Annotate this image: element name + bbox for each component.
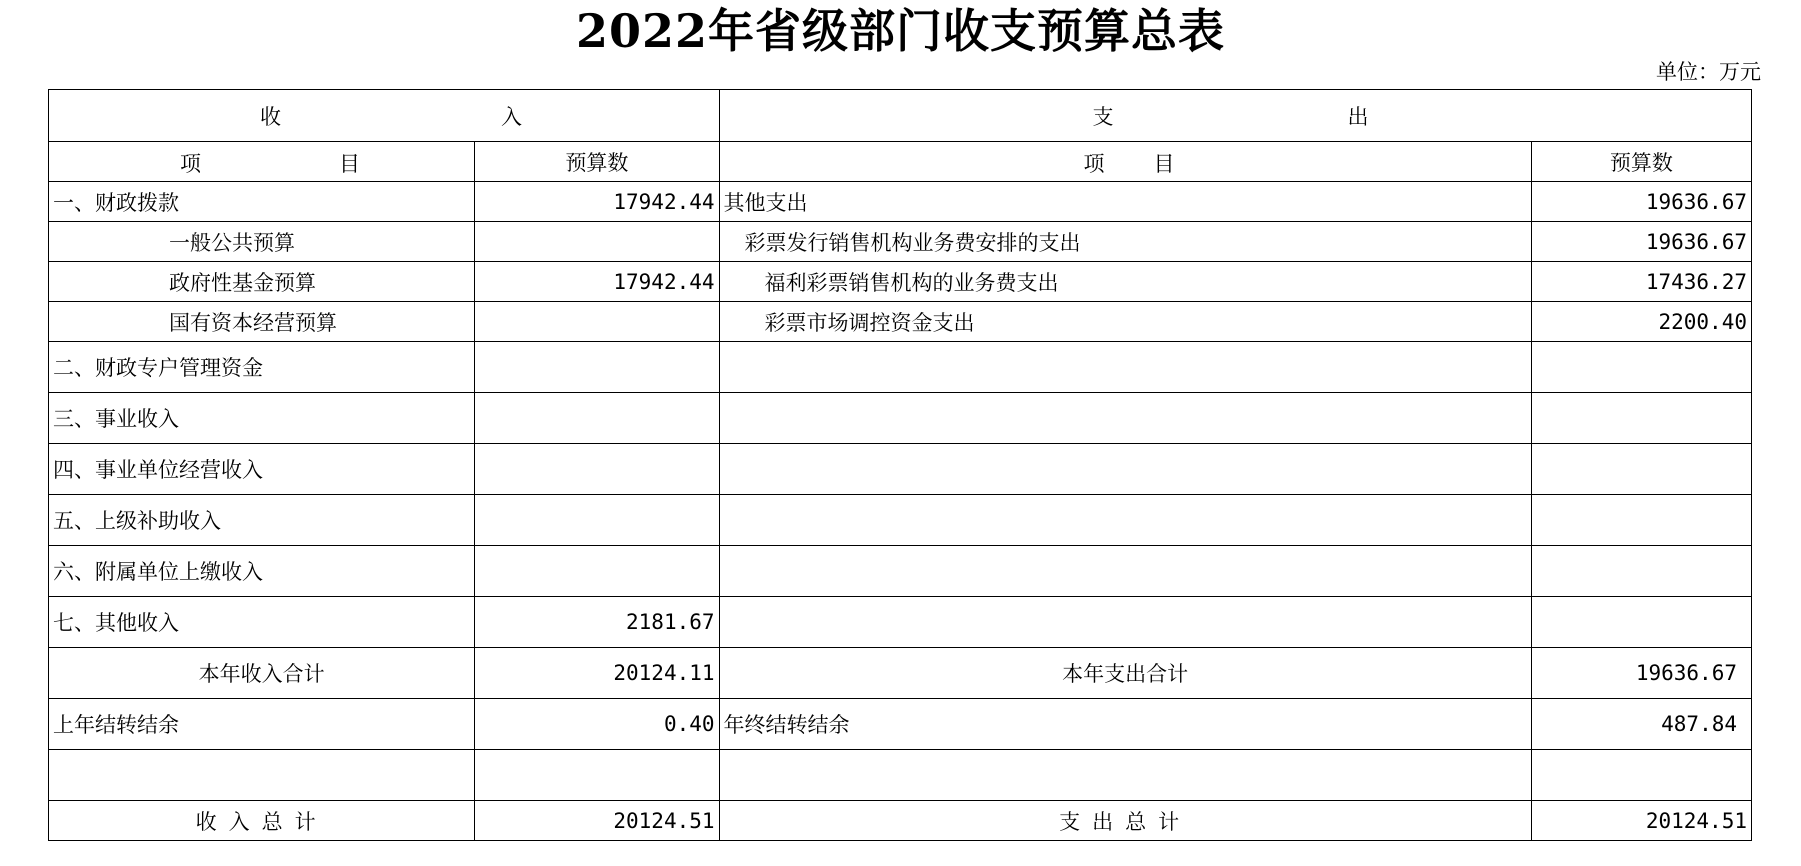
income-header-char-2: 入 — [501, 104, 522, 129]
expense-subtotal-label: 本年支出合计 — [719, 648, 1531, 699]
total-row — [49, 801, 1752, 841]
expense-header-char-2: 出 — [1347, 104, 1369, 129]
income-item — [49, 750, 475, 801]
income-amount — [475, 750, 719, 801]
income-amount — [475, 302, 719, 342]
income-amount — [475, 546, 719, 597]
table-row — [49, 546, 1752, 597]
expense-amount — [1531, 444, 1751, 495]
expense-item — [719, 444, 1531, 495]
expense-item — [719, 342, 1531, 393]
income-amount — [475, 495, 719, 546]
expense-subtotal-amount: 19636.67 — [1531, 648, 1751, 699]
table-row — [49, 495, 1752, 546]
expense-item: 福利彩票销售机构的业务费支出 — [719, 262, 1531, 302]
income-item: 二、财政专户管理资金 — [49, 342, 475, 393]
income-item: 四、事业单位经营收入 — [49, 444, 475, 495]
table-row — [49, 342, 1752, 393]
header-row-columns — [49, 142, 1752, 182]
carryover-row — [49, 699, 1752, 750]
expense-item: 彩票市场调控资金支出 — [719, 302, 1531, 342]
income-carryover-label: 上年结转结余 — [49, 699, 475, 750]
expense-item: 其他支出 — [719, 182, 1531, 222]
expense-amount — [1531, 342, 1751, 393]
table-row — [49, 222, 1752, 262]
table-row — [49, 597, 1752, 648]
table-row — [49, 262, 1752, 302]
header-row-sections — [49, 90, 1752, 142]
expense-item — [719, 495, 1531, 546]
table-row — [49, 444, 1752, 495]
income-item-header-char-1: 项 — [180, 151, 201, 176]
expense-item — [719, 597, 1531, 648]
expense-total-label: 支出总计 — [719, 801, 1531, 841]
income-item: 五、上级补助收入 — [49, 495, 475, 546]
expense-item-header — [719, 142, 1531, 182]
expense-carryover-label: 年终结转结余 — [719, 699, 1531, 750]
expense-item-header-char-2: 目 — [1153, 151, 1175, 176]
income-amount — [475, 393, 719, 444]
income-item: 三、事业收入 — [49, 393, 475, 444]
unit-label: 单位：万元 — [1656, 60, 1761, 84]
income-subtotal-amount: 20124.11 — [475, 648, 719, 699]
income-item-header-char-2: 目 — [339, 151, 360, 176]
income-item-header — [49, 142, 475, 182]
expense-item — [719, 393, 1531, 444]
expense-item — [719, 546, 1531, 597]
table-row-empty — [49, 750, 1752, 801]
income-item: 七、其他收入 — [49, 597, 475, 648]
expense-amount: 19636.67 — [1531, 222, 1751, 262]
expense-amount: 2200.40 — [1531, 302, 1751, 342]
income-item: 一般公共预算 — [49, 222, 475, 262]
income-section-header — [49, 90, 720, 142]
income-total-label: 收入总计 — [49, 801, 475, 841]
income-budget-header: 预算数 — [475, 142, 719, 182]
expense-item-header-char-1: 项 — [1083, 151, 1105, 176]
subtotal-row — [49, 648, 1752, 699]
expense-budget-header: 预算数 — [1531, 142, 1751, 182]
income-total-amount: 20124.51 — [475, 801, 719, 841]
income-item: 政府性基金预算 — [49, 262, 475, 302]
expense-amount: 17436.27 — [1531, 262, 1751, 302]
income-carryover-amount: 0.40 — [475, 699, 719, 750]
income-subtotal-label: 本年收入合计 — [49, 648, 475, 699]
expense-item — [719, 750, 1531, 801]
expense-item: 彩票发行销售机构业务费安排的支出 — [719, 222, 1531, 262]
income-amount: 2181.67 — [475, 597, 719, 648]
income-item: 六、附属单位上缴收入 — [49, 546, 475, 597]
table-row — [49, 393, 1752, 444]
expense-amount — [1531, 597, 1751, 648]
income-amount — [475, 222, 719, 262]
income-amount: 17942.44 — [475, 182, 719, 222]
expense-amount — [1531, 750, 1751, 801]
expense-amount — [1531, 546, 1751, 597]
income-item: 国有资本经营预算 — [49, 302, 475, 342]
page-title: 2022年省级部门收支预算总表 — [575, 4, 1226, 58]
expense-total-amount: 20124.51 — [1531, 801, 1751, 841]
expense-section-header — [719, 90, 1751, 142]
expense-carryover-amount: 487.84 — [1531, 699, 1751, 750]
expense-header-char-1: 支 — [1092, 104, 1114, 129]
budget-table — [48, 89, 1752, 841]
expense-amount — [1531, 495, 1751, 546]
expense-amount: 19636.67 — [1531, 182, 1751, 222]
income-amount: 17942.44 — [475, 262, 719, 302]
income-header-char-1: 收 — [260, 104, 281, 129]
income-item: 一、财政拨款 — [49, 182, 475, 222]
income-amount — [475, 342, 719, 393]
table-row — [49, 302, 1752, 342]
income-amount — [475, 444, 719, 495]
expense-amount — [1531, 393, 1751, 444]
table-row — [49, 182, 1752, 222]
